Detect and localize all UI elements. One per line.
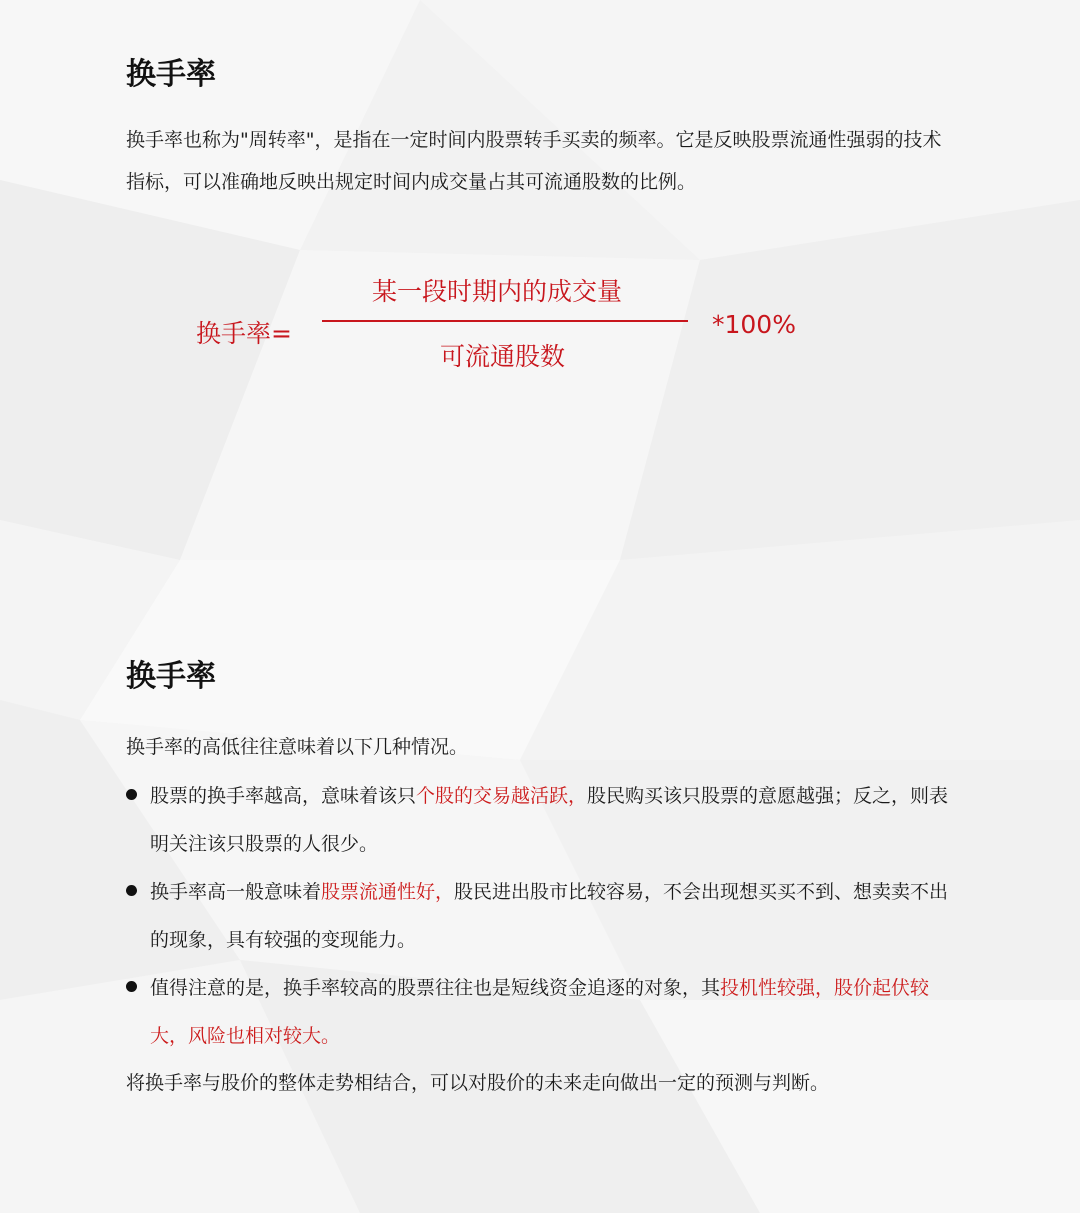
formula-numerator: 某一段时期内的成交量 — [372, 277, 623, 306]
formula-lhs: 换手率= — [196, 319, 292, 348]
bullet-dot — [126, 789, 137, 800]
bullet-dot — [126, 885, 137, 896]
highlight-text: 投机性较强，股价起伏较大，风险也相对较大。 — [150, 977, 930, 1047]
bullet-item-3 — [126, 964, 956, 1060]
section2-conclusion: 将换手率与股价的整体走势相结合，可以对股价的未来走向做出一定的预测与判断。 — [126, 1072, 830, 1094]
bullet-item-2 — [126, 868, 956, 964]
bullet-text: 值得注意的是，换手率较高的股票往往也是短线资金追逐的对象，其投机性较强，股价起伏较大，风险也相对较大。 — [150, 977, 930, 1047]
bullet-text: 股票的换手率越高，意味着该只个股的交易越活跃，股民购买该只股票的意愿越强；反之，则表明关注该只股票的人很少。 — [150, 785, 949, 855]
formula-multiplier: *100% — [712, 310, 796, 339]
section2-title: 换手率 — [126, 659, 216, 694]
fraction-bar — [322, 320, 688, 322]
section1-title: 换手率 — [126, 57, 216, 92]
section2-intro: 换手率的高低往往意味着以下几种情况。 — [126, 736, 469, 758]
section1-paragraph: 换手率也称为"周转率"，是指在一定时间内股票转手买卖的频率。它是反映股票流通性强弱的技术指标，可以准确地反映出规定时间内成交量占其可流通股数的比例。 — [126, 129, 942, 193]
formula-denominator: 可流通股数 — [440, 342, 566, 371]
bullet-text: 换手率高一般意味着股票流通性好，股民进出股市比较容易，不会出现想买买不到、想卖卖不出的现象，具有较强的变现能力。 — [150, 881, 949, 951]
highlight-text: 个股的交易越活跃， — [416, 785, 588, 807]
bullet-item-1 — [126, 772, 956, 868]
bullet-dot — [126, 981, 137, 992]
highlight-text: 股票流通性好， — [321, 881, 455, 903]
